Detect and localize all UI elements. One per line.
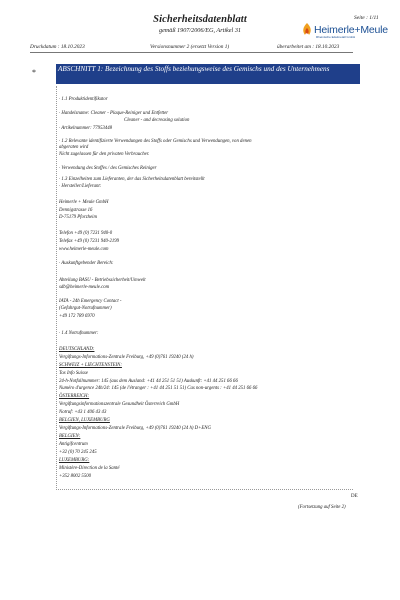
text-line: Abteilung BASU - Betriebssicherheit/Umwelt	[59, 278, 146, 283]
country-heading: BELGIEN:	[59, 434, 81, 439]
company-logo	[300, 20, 388, 42]
text-line: Heimerle + Meule GmbH	[59, 200, 109, 205]
text-line: · 1.1 Produktidentifikator	[59, 97, 108, 102]
document-title: Sicherheitsdatenblatt	[153, 14, 247, 25]
text-line: · Artikelnummer: 77953448	[59, 126, 113, 131]
text-line: www.heimerle-meule.com	[59, 247, 109, 252]
country-heading: SCHWEIZ + LIECHTENSTEIN:	[59, 363, 122, 368]
text-line: · 1.4 Notrufnummer:	[59, 331, 99, 336]
text-line: D-75179 Pforzheim	[59, 215, 97, 220]
language-code: DE	[351, 494, 358, 499]
text-line: +352 8002 5500	[59, 474, 92, 479]
text-line: Vergiftungs-Informations-Zentrale Freiburg, +49 (0)761 19240 (24 h)	[59, 355, 194, 360]
text-line: Vergiftungs-Informations-Zentrale Freiburg, +49 (0)761 19240 (24 h) D+ENG	[59, 426, 211, 431]
text-line: · 1.2 Relevante identifizierte Verwendungen des Stoffs oder Gemischs und Verwendungen, von denen	[59, 139, 252, 144]
text-line: Nicht zugelassen für den privaten Verbraucher.	[59, 152, 150, 157]
document-subtitle: gemäß 1907/2006/EG, Artikel 31	[158, 27, 242, 34]
text-line: Antigifcentrum	[59, 442, 88, 447]
print-date: Druckdatum : 18.10.2023	[30, 44, 85, 50]
text-line: Dennigstrasse 16	[59, 208, 93, 213]
text-line: · Hersteller/Lieferant:	[59, 184, 102, 189]
logo-wordmark: Heimerle+Meule	[314, 24, 388, 36]
text-line: Tox Info Suisse	[59, 371, 88, 376]
change-marker: *	[32, 68, 36, 77]
header-rule	[30, 52, 353, 53]
text-line: Notruf: +43 1 406 43 43	[59, 410, 107, 415]
text-line: +49 172 789 6970	[59, 314, 95, 319]
text-line: abgeraten wird	[59, 145, 89, 150]
continuation-note: (Fortsetzung auf Seite 2)	[298, 505, 346, 510]
logo-flame-icon	[300, 22, 314, 38]
section-margin-line	[56, 86, 57, 488]
text-line: Numéro d'urgence 24h/24: 145 (de l'étranger : +41 44 251 51 51) Cas non-urgents : +41 44 251 66 66	[59, 386, 258, 391]
country-heading: BELGIEN, LUXEMBURG	[59, 418, 110, 423]
revision-date: überarbeitet am : 18.10.2023	[277, 44, 340, 50]
section-end-rule	[56, 489, 353, 490]
text-line: · Auskunftgebender Bereich:	[59, 261, 114, 266]
text-line: Cleaner - and decreasing solution	[124, 118, 190, 123]
logo-tagline: Rheinische Edelmetall GmbH	[316, 35, 356, 39]
text-line: IATA - 24h Emergency Contact -	[59, 299, 122, 304]
text-line: · Handelsname: Cleaner - Plaque-Reiniger und Entfetter	[59, 111, 169, 116]
country-heading: DEUTSCHLAND:	[59, 347, 95, 352]
text-line: 24-h-Notfallnummer: 145 (aus dem Ausland: +41 44 251 51 51) Auskunft: +41 44 251 66 66	[59, 379, 238, 384]
text-line: sdb@heimerle-meule.com	[59, 285, 110, 290]
text-line: Vergiftungsinformationszentrale Gesundheit Österreich GmbH	[59, 402, 180, 407]
text-line: Telefon +49 (0) 7231 940-0	[59, 231, 113, 236]
country-heading: ÖSTERREICH:	[59, 394, 90, 399]
text-line: (Gefahrgut-Notrufnummer)	[59, 306, 112, 311]
page-number: Seite : 1/11	[354, 15, 379, 21]
country-heading: LUXEMBURG:	[59, 458, 90, 463]
text-line: · Verwendung des Stoffes / des Gemisches Reiniger	[59, 166, 157, 171]
text-line: Ministère-Direction de la Santé	[59, 466, 120, 471]
version-number: Versionsnummer 2 (ersetzt Version 1)	[150, 44, 230, 50]
text-line: · 1.3 Einzelheiten zum Lieferanten, der das Sicherheitsdatenblatt bereitstellt	[59, 177, 205, 182]
text-line: Telefax +49 (0) 7231 940-2199	[59, 239, 120, 244]
section-heading: ABSCHNITT 1: Bezeichnung des Stoffs beziehungsweise des Gemischs und des Unternehmens	[56, 64, 360, 84]
text-line: +32 (0) 70 245 245	[59, 450, 97, 455]
